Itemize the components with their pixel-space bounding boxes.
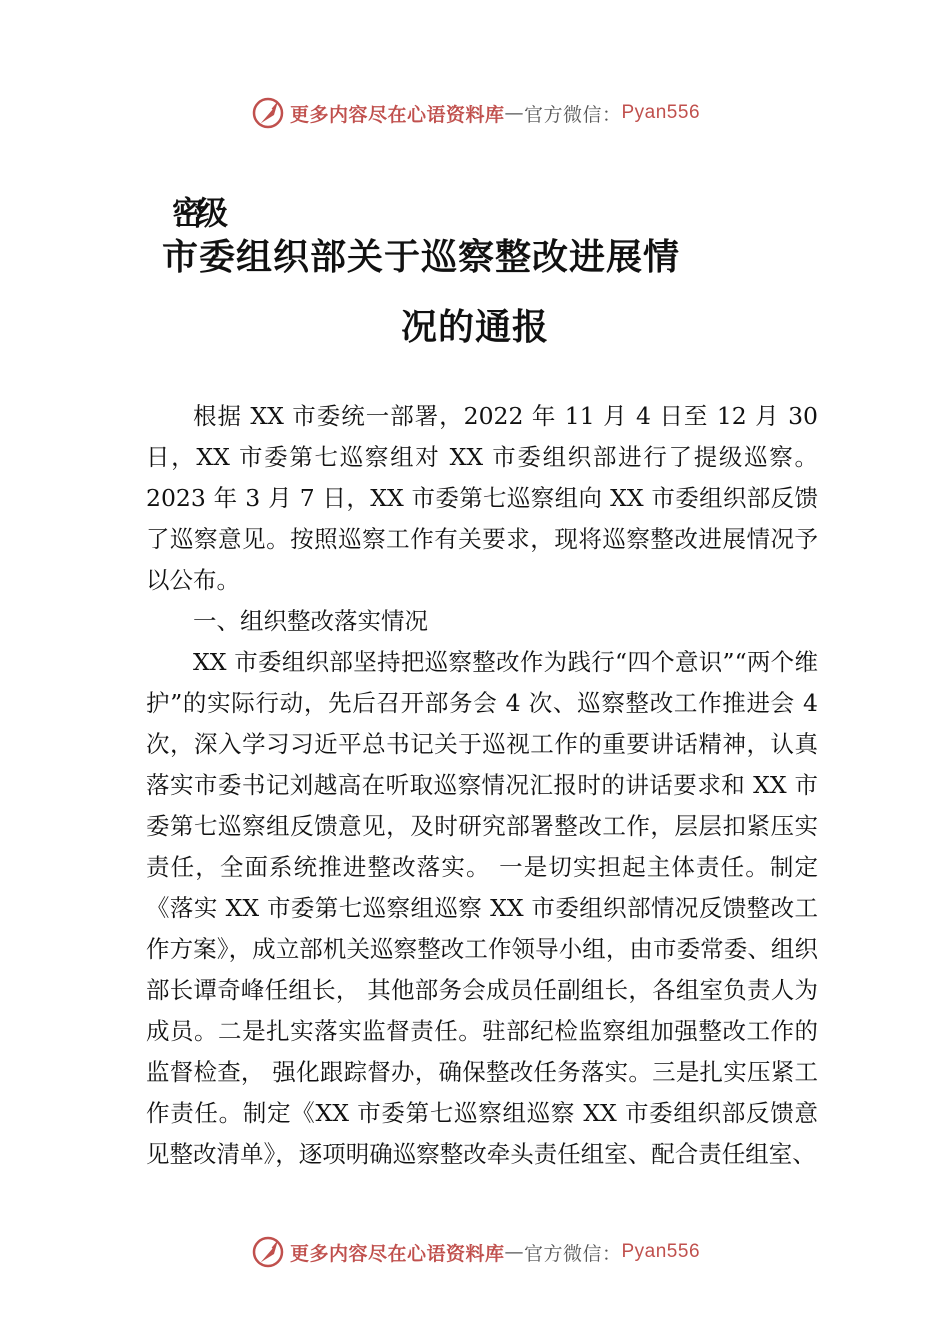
footer-watermark — [0, 1234, 950, 1270]
watermark-dash: — — [504, 102, 524, 124]
document-title-line-1: 市委组织部关于巡察整改进展情 — [162, 237, 681, 278]
watermark-wechat-id: Pyan556 — [621, 102, 701, 123]
body-paragraph: XX 市委组织部坚持把巡察整改作为践行“四个意识”“两个维护”的实际行动，先后召开部务会 4 次、巡察整改工作推进会 4 次，深入学习习近平总书记关于巡视工作的重要讲话精神，认真落实市委书记刘越高在听取巡察情况汇报时的讲话要求和 XX 市委第七巡察组反馈意见，及时研究部署整改工作，层层扣紧压实责任，全面系统推进整改落实。 一是切实担起主体责任。制定《落实 XX 市委第七巡察组巡察 XX 市委组织部情况反馈整改工作方案》，成立部机关巡察整改工作领导小组，由市委常委、组织部长谭奇峰任组长， 其他部务会成员任副组长，各组室负责人为成员。二是扎实落实监督责任。驻部纪检监察组加强整改工作的监督检查， 强化跟踪督办，确保整改任务落实。三是扎实压紧工作责任。制定《XX 市委第七巡察组巡察 XX 市委组织部反馈意见整改清单》，逐项明确巡察整改牵头责任组室、配合责任组室、 — [146, 648, 818, 1168]
watermark-brand: 更多内容尽在心语资料库 — [289, 103, 505, 126]
body-paragraph: 根据 XX 市委统一部署，2022 年 11 月 4 日至 12 月 30 日，XX 市委第七巡察组对 XX 市委组织部进行了提级巡察。 2023 年 3 月 7 日，XX 市委第七巡察组向 XX 市委组织部反馈了巡察意见。按照巡察工作有关要求，现将巡察整改进展情况予以公布。 — [146, 402, 818, 594]
quill-logo-icon — [250, 1234, 286, 1270]
quill-logo-icon — [250, 95, 286, 131]
document-body — [146, 396, 818, 1175]
watermark-wechat-label: 官方微信： — [523, 103, 622, 126]
watermark-brand: 更多内容尽在心语资料库 — [289, 1242, 505, 1265]
classification-stamp: 密级 — [172, 194, 221, 232]
section-heading: 一、组织整改落实情况 — [193, 607, 428, 635]
watermark-dash: — — [504, 1241, 524, 1263]
watermark-wechat-id: Pyan556 — [621, 1241, 701, 1262]
header-watermark — [0, 95, 950, 131]
watermark-wechat-label: 官方微信： — [523, 1242, 622, 1265]
document-title-line-2: 况的通报 — [400, 307, 549, 348]
